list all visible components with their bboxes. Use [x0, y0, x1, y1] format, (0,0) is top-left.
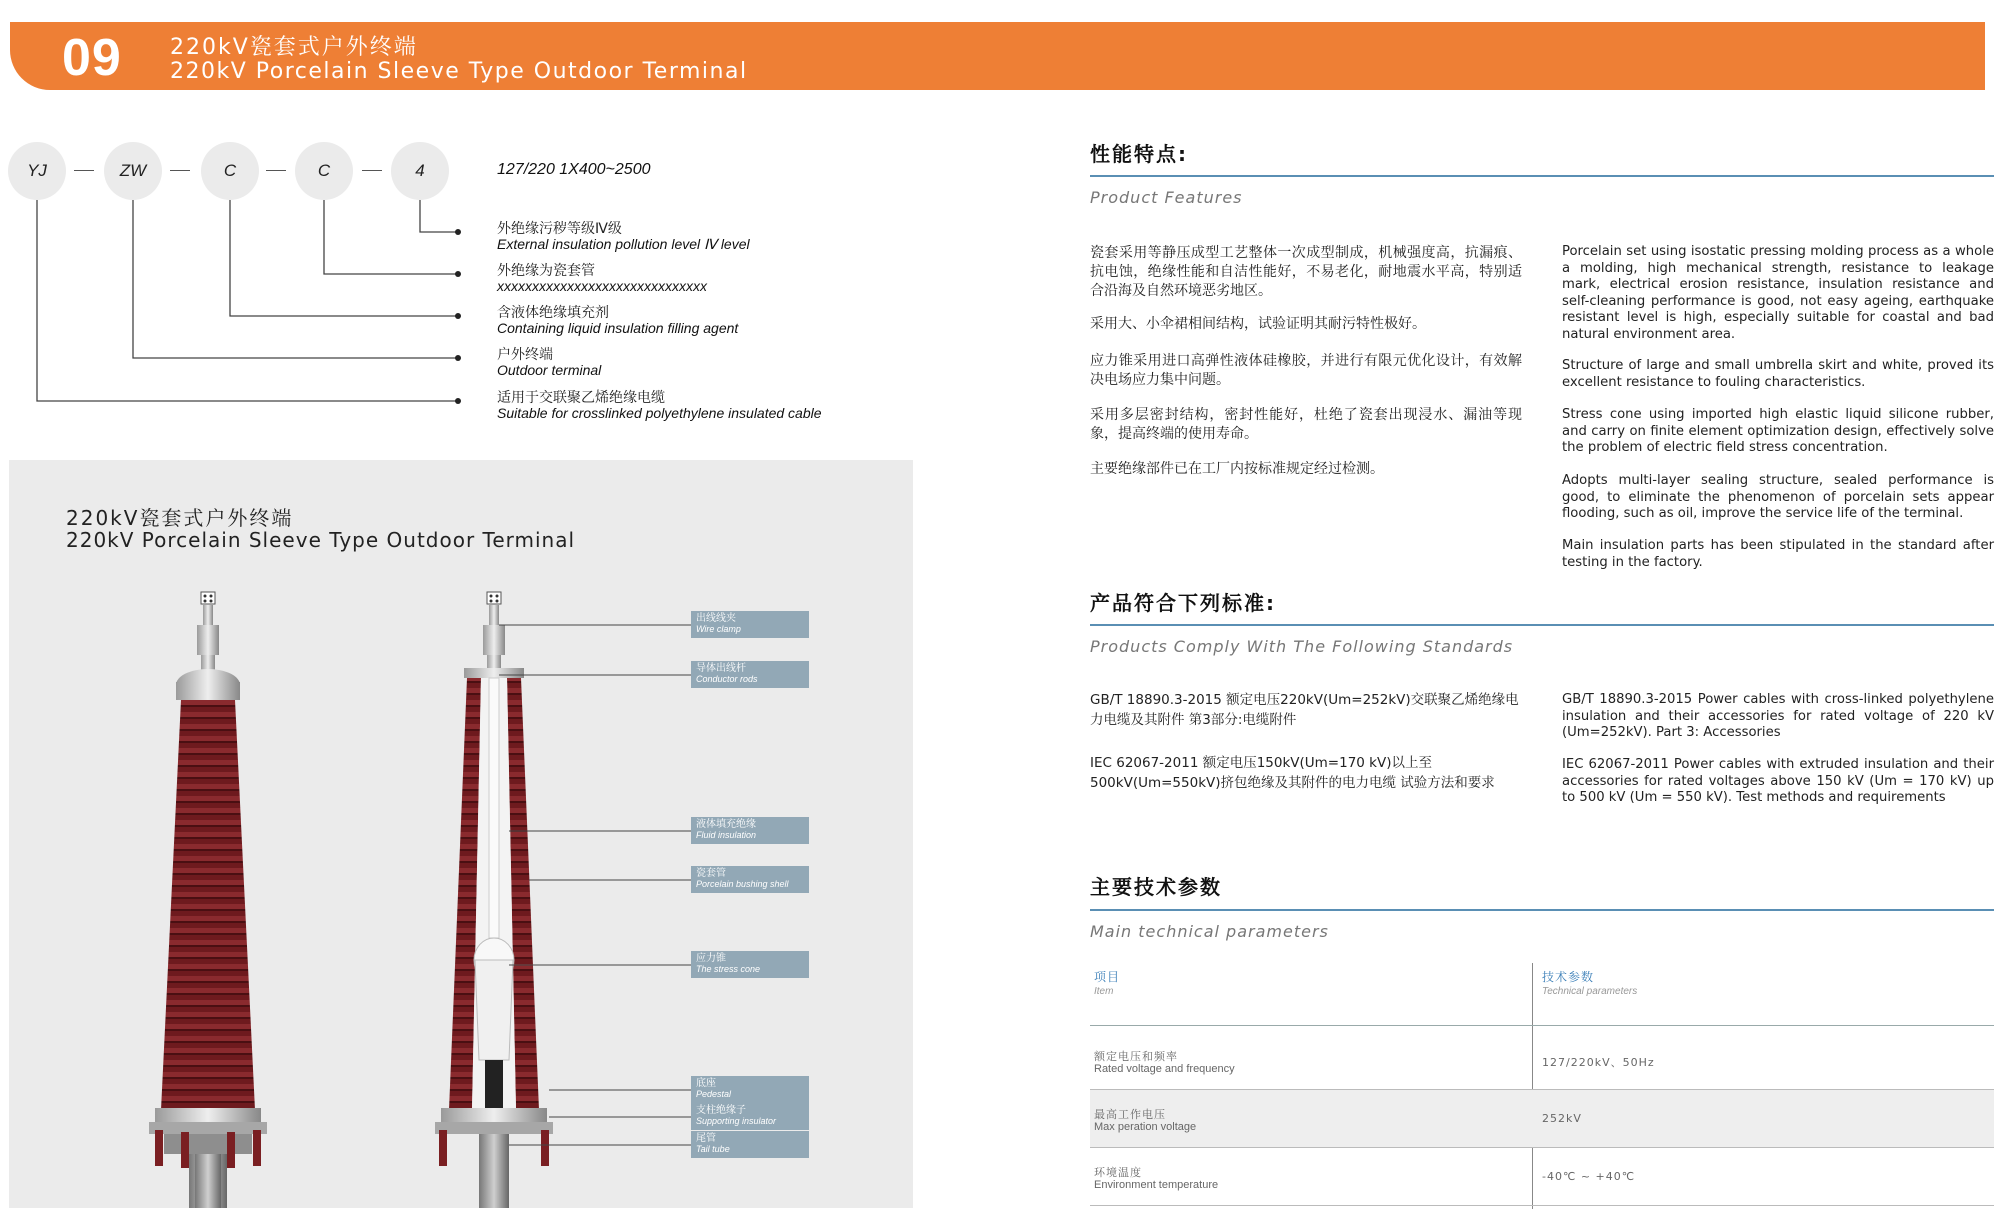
- param-value: 252kV: [1542, 1112, 1582, 1125]
- feature-en-5: Main insulation parts has been stipulated in the standard after testing in the factory.: [1562, 538, 1994, 570]
- feature-en-3: Stress cone using imported high elastic liquid silicone rubber, and carry on finite element optimization design, effectively solve the problem of electric field stress concentration.: [1562, 407, 1994, 455]
- tree-dot: [455, 398, 461, 404]
- label-en: Wire clamp: [696, 624, 741, 634]
- standards-title: 产品符合下列标准:: [1090, 591, 1276, 615]
- code-4: 4: [391, 142, 449, 200]
- label-en: Tail tube: [696, 1144, 730, 1154]
- label-zh: 导体出线杆: [696, 663, 746, 674]
- param-name-en: Rated voltage and frequency: [1094, 1063, 1235, 1075]
- col-item-header-en: Item: [1094, 986, 1114, 997]
- standard-zh-1: GB/T 18890.3-2015 额定电压220kV(Um=252kV)交联聚乙烯绝缘电力电缆及其附件 第3部分:电缆附件: [1090, 692, 1519, 728]
- label-en: Supporting insulator: [696, 1116, 777, 1126]
- param-value: 127/220kV、50Hz: [1542, 1056, 1655, 1069]
- product-panel: [9, 460, 913, 1208]
- label-en: Fluid insulation: [696, 830, 757, 840]
- feature-zh-4: 采用多层密封结构，密封性能好，杜绝了瓷套出现浸水、漏油等现象，提高终端的使用寿命。: [1090, 407, 1522, 442]
- label-fluid-insulation: [691, 817, 809, 844]
- param-name-en: Environment temperature: [1094, 1179, 1219, 1191]
- code-yj: YJ: [8, 142, 66, 200]
- tree-dot: [455, 229, 461, 235]
- standard-en-1: GB/T 18890.3-2015 Power cables with cross-linked polyethylene insulation and their accessories for rated voltage of 220 kV (Um=252kV). Part 3: Accessories: [1562, 692, 1994, 740]
- label-porcelain-shell: [691, 866, 809, 893]
- label-zh: 应力锥: [696, 953, 726, 964]
- model-code-tree: [0, 0, 900, 420]
- feature-en-2: Structure of large and small umbrella skirt and white, proved its excellent resistance to fouling characteristics.: [1562, 358, 1994, 390]
- param-name-zh: 最高工作电压: [1094, 1108, 1166, 1121]
- code-item-zh: 含液体绝缘填充剂: [497, 305, 609, 321]
- label-en: The stress cone: [696, 964, 761, 974]
- table-header-rule: [1090, 1025, 1994, 1026]
- table-row: [1090, 1148, 1994, 1206]
- label-en: Porcelain bushing shell: [696, 879, 789, 889]
- section-number: 09: [62, 29, 122, 87]
- terminal-cross-section: [435, 592, 553, 1208]
- standards-rule: [1090, 624, 1994, 626]
- code-item-zh: 户外终端: [497, 347, 553, 363]
- code-zw: ZW: [104, 142, 162, 200]
- standards-subtitle: Products Comply With The Following Standards: [1090, 637, 1514, 656]
- label-stress-cone: [691, 951, 809, 978]
- label-en: Conductor rods: [696, 674, 758, 684]
- standard-en-2: IEC 62067-2011 Power cables with extruded insulation and their accessories for rated voltages above 150 kV (Um = 170 kV) up to 500 kV (Um = 550 kV). Test methods and requirements: [1562, 757, 1994, 805]
- code-item-zh: 外绝缘污秽等级Ⅳ级: [497, 221, 622, 237]
- panel-title-en: 220kV Porcelain Sleeve Type Outdoor Terminal: [66, 528, 576, 552]
- table-row: [1090, 1032, 1994, 1090]
- label-wire-clamp: [691, 611, 809, 638]
- label-conductor-rods: [691, 661, 809, 688]
- row-line: [1090, 1205, 1994, 1206]
- code-dash: [170, 170, 190, 171]
- code-item-zh: 外绝缘为瓷套管: [497, 263, 595, 279]
- label-zh: 瓷套管: [696, 868, 726, 879]
- header-title-zh: 220kV瓷套式户外终端: [170, 35, 418, 60]
- label-zh: 底座: [696, 1078, 716, 1089]
- label-en: Pedestal: [696, 1089, 732, 1099]
- table-row: [1090, 1090, 1994, 1148]
- feature-zh-5: 主要绝缘部件已在工厂内按标准规定经过检测。: [1090, 461, 1384, 477]
- label-supporting-insulator: [691, 1103, 809, 1130]
- label-tail-tube: [691, 1131, 809, 1158]
- params-rule: [1090, 909, 1994, 911]
- code-c1: C: [201, 142, 259, 200]
- tree-dot: [455, 355, 461, 361]
- code-c2: C: [295, 142, 353, 200]
- features-subtitle: Product Features: [1090, 188, 1243, 207]
- label-zh: 液体填充绝缘: [696, 819, 756, 830]
- tree-dot: [455, 271, 461, 277]
- param-name-zh: 额定电压和频率: [1094, 1050, 1178, 1063]
- code-item-en: Outdoor terminal: [497, 362, 602, 378]
- code-item-en: xxxxxxxxxxxxxxxxxxxxxxxxxxxxxx: [497, 278, 707, 294]
- label-zh: 支柱绝缘子: [696, 1105, 746, 1116]
- tree-dot: [455, 313, 461, 319]
- panel-title-zh: 220kV瓷套式户外终端: [66, 506, 294, 530]
- code-dash: [74, 170, 94, 171]
- model-spec: 127/220 1X400~2500: [497, 161, 651, 178]
- feature-en-4: Adopts multi-layer sealing structure, sealed performance is good, to eliminate the phenomenon of porcelain sets appear flooding, such as oil, improve the service life of the terminal.: [1562, 473, 1994, 521]
- label-zh: 出线线夹: [696, 613, 736, 624]
- feature-en-1: Porcelain set using isostatic pressing molding process as a whole a molding, high mechanical strength, resistance to leakage mark, electrical erosion resistance, insulation resistance and self-cleaning performance is good, not easy ageing, earthquake resistant level is high, especially suitable for coastal and bad natural environment area.: [1562, 244, 1994, 342]
- param-name-en: Max peration voltage: [1094, 1121, 1197, 1133]
- code-item-en: Suitable for crosslinked polyethylene insulated cable: [497, 405, 822, 421]
- label-pedestal: [691, 1076, 809, 1103]
- code-item-en: Containing liquid insulation filling agent: [497, 320, 739, 336]
- header-title-en: 220kV Porcelain Sleeve Type Outdoor Terminal: [170, 59, 748, 84]
- standard-zh-2: IEC 62067-2011 额定电压150kV(Um=170 kV)以上至500kV(Um=550kV)挤包绝缘及其附件的电力电缆 试验方法和要求: [1090, 755, 1495, 791]
- code-dash: [266, 170, 286, 171]
- params-subtitle: Main technical parameters: [1090, 922, 1329, 941]
- terminal-exterior: [149, 592, 267, 1208]
- param-value: -40℃ ~ +40℃: [1542, 1170, 1636, 1183]
- features-rule: [1090, 175, 1994, 177]
- params-title: 主要技术参数: [1090, 875, 1222, 899]
- param-name-zh: 环境温度: [1094, 1166, 1142, 1179]
- label-zh: 尾管: [696, 1133, 716, 1144]
- code-dash: [362, 170, 382, 171]
- code-item-en: External insulation pollution level Ⅳ level: [497, 236, 750, 252]
- col-param-header-en: Technical parameters: [1542, 986, 1638, 997]
- col-param-header-zh: 技术参数: [1542, 970, 1595, 984]
- features-title: 性能特点:: [1090, 142, 1188, 166]
- feature-zh-1: 瓷套采用等静压成型工艺整体一次成型制成，机械强度高，抗漏痕、抗电蚀，绝缘性能和自洁性能好，不易老化，耐地震水平高，特别适合沿海及自然环境恶劣地区。: [1090, 245, 1522, 299]
- feature-zh-3: 应力锥采用进口高弹性液体硅橡胶，并进行有限元优化设计，有效解决电场应力集中问题。: [1090, 353, 1522, 388]
- code-item-zh: 适用于交联聚乙烯绝缘电缆: [497, 390, 665, 406]
- col-item-header-zh: 项目: [1094, 970, 1121, 984]
- feature-zh-2: 采用大、小伞裙相间结构，试验证明其耐污特性极好。: [1090, 316, 1426, 332]
